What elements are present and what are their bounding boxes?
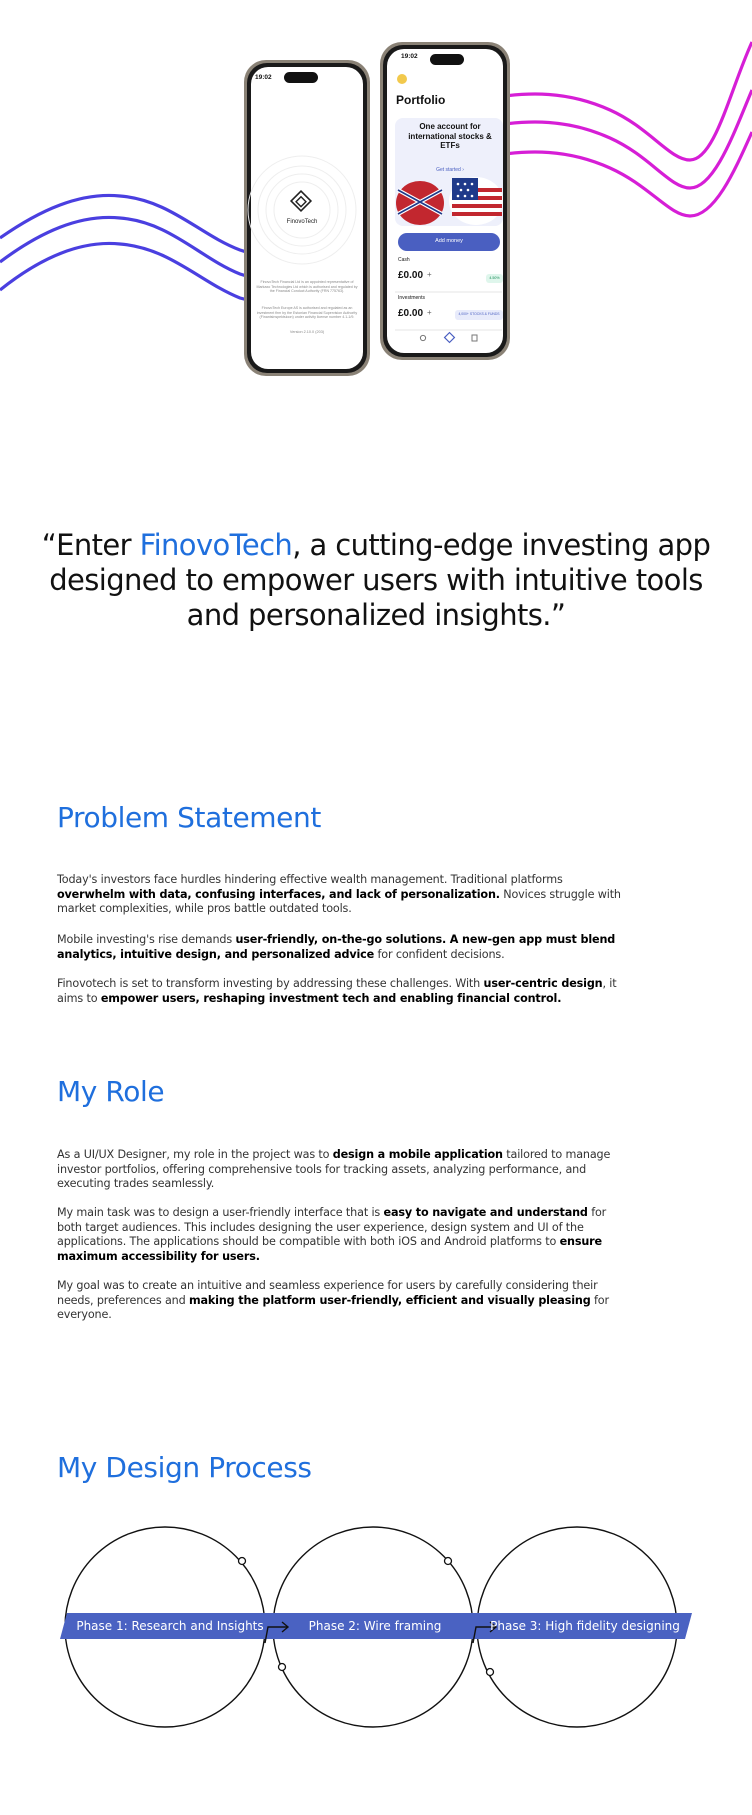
add-money-label: Add money <box>435 238 463 244</box>
investments-label: Investments <box>398 295 425 301</box>
problem-paragraph-3: Finovotech is set to transform investing by addressing these challenges. With user-centric design, it aims to empower users, reshaping investment tech and enabling financial control. <box>57 977 617 1005</box>
hero-illustration <box>0 0 752 400</box>
design-process-diagram <box>0 1510 752 1740</box>
quote-rest: , a cutting-edge investing app designed to empower users with intuitive tools and personalized insights.” <box>49 528 711 632</box>
problem-paragraph-2: Mobile investing's rise demands user-friendly, on-the-go solutions. A new-gen app must blend analytics, intuitive design, and personalized advice for confident decisions. <box>57 933 616 961</box>
phase-1-label: Phase 1: Research and Insights <box>76 1619 264 1633</box>
role-paragraph-3: My goal was to create an intuitive and seamless experience for users by carefully considering their needs, preferences and making the platform user-friendly, efficient and visually pleasing for everyone. <box>57 1279 609 1322</box>
get-started-link[interactable] <box>420 167 480 173</box>
phase-3-label: Phase 3: High fidelity designing <box>490 1619 680 1633</box>
promo-card-title: One account for international stocks & ETFs <box>408 122 492 150</box>
get-started-label: Get started <box>436 167 461 173</box>
left-phone-time: 19:02 <box>255 74 272 81</box>
investments-value: £0.00 <box>398 308 424 319</box>
problem-paragraph-1: Today's investors face hurdles hindering effective wealth management. Traditional platforms overwhelm with data, confusing interfaces, and lack of personalization. Novices struggle with market complexities, while pros battle outdated tools. <box>57 873 621 916</box>
investments-plus-icon[interactable]: + <box>427 308 432 317</box>
role-paragraph-1: As a UI/UX Designer, my role in the project was to design a mobile application tailored to manage investor portfolios, offering comprehensive tools for tracking assets, analyzing performance, and executing trades seamlessly. <box>57 1148 611 1191</box>
cash-badge-label: 4.50% <box>489 275 500 280</box>
problem-statement-title: Problem Statement <box>57 801 321 834</box>
left-phone-legal-1: FinovoTech Financial Ltd is an appointed representative of Markaxo Technologies Ltd which is authorised and regulated by the Financial Conduct Authority (FRN 775763). <box>256 280 358 294</box>
left-phone-brand: FinovoTech <box>286 219 318 225</box>
right-phone-time: 19:02 <box>401 53 418 60</box>
cash-value: £0.00 <box>398 270 424 281</box>
left-phone-legal-2: FinovoTech Europe AS is authorised and regulated as an investment firm by the Estonian Financial Supervision Authority (Finantsinspektsioon) under activity license number 4.1-1/9. <box>256 306 358 320</box>
quote-open: “Enter <box>41 528 140 562</box>
avatar[interactable] <box>397 74 407 84</box>
design-process-title: My Design Process <box>57 1451 312 1484</box>
quote-brand: FinovoTech <box>139 528 293 562</box>
phase-2-label: Phase 2: Wire framing <box>308 1619 442 1633</box>
cash-label: Cash <box>398 257 410 263</box>
left-phone-version: Version 2.10.0 (203) <box>289 330 325 334</box>
investments-badge-label: 4,000+ STOCKS & FUNDS <box>458 312 500 316</box>
role-paragraph-2: My main task was to design a user-friendly interface that is easy to navigate and understand for both target audiences. This includes designing the user experience, design system and UI of the applications. The applications should be compatible with both iOS and Android platforms to ensure maximum accessibility for users. <box>57 1206 607 1263</box>
magenta-wave-lines <box>480 42 752 216</box>
left-phone <box>244 60 370 376</box>
cash-plus-icon[interactable]: + <box>427 270 432 279</box>
arrow-right-icon: › <box>462 167 464 173</box>
hero-quote <box>40 528 712 633</box>
portfolio-title: Portfolio <box>396 93 446 107</box>
my-role-title: My Role <box>57 1075 165 1108</box>
